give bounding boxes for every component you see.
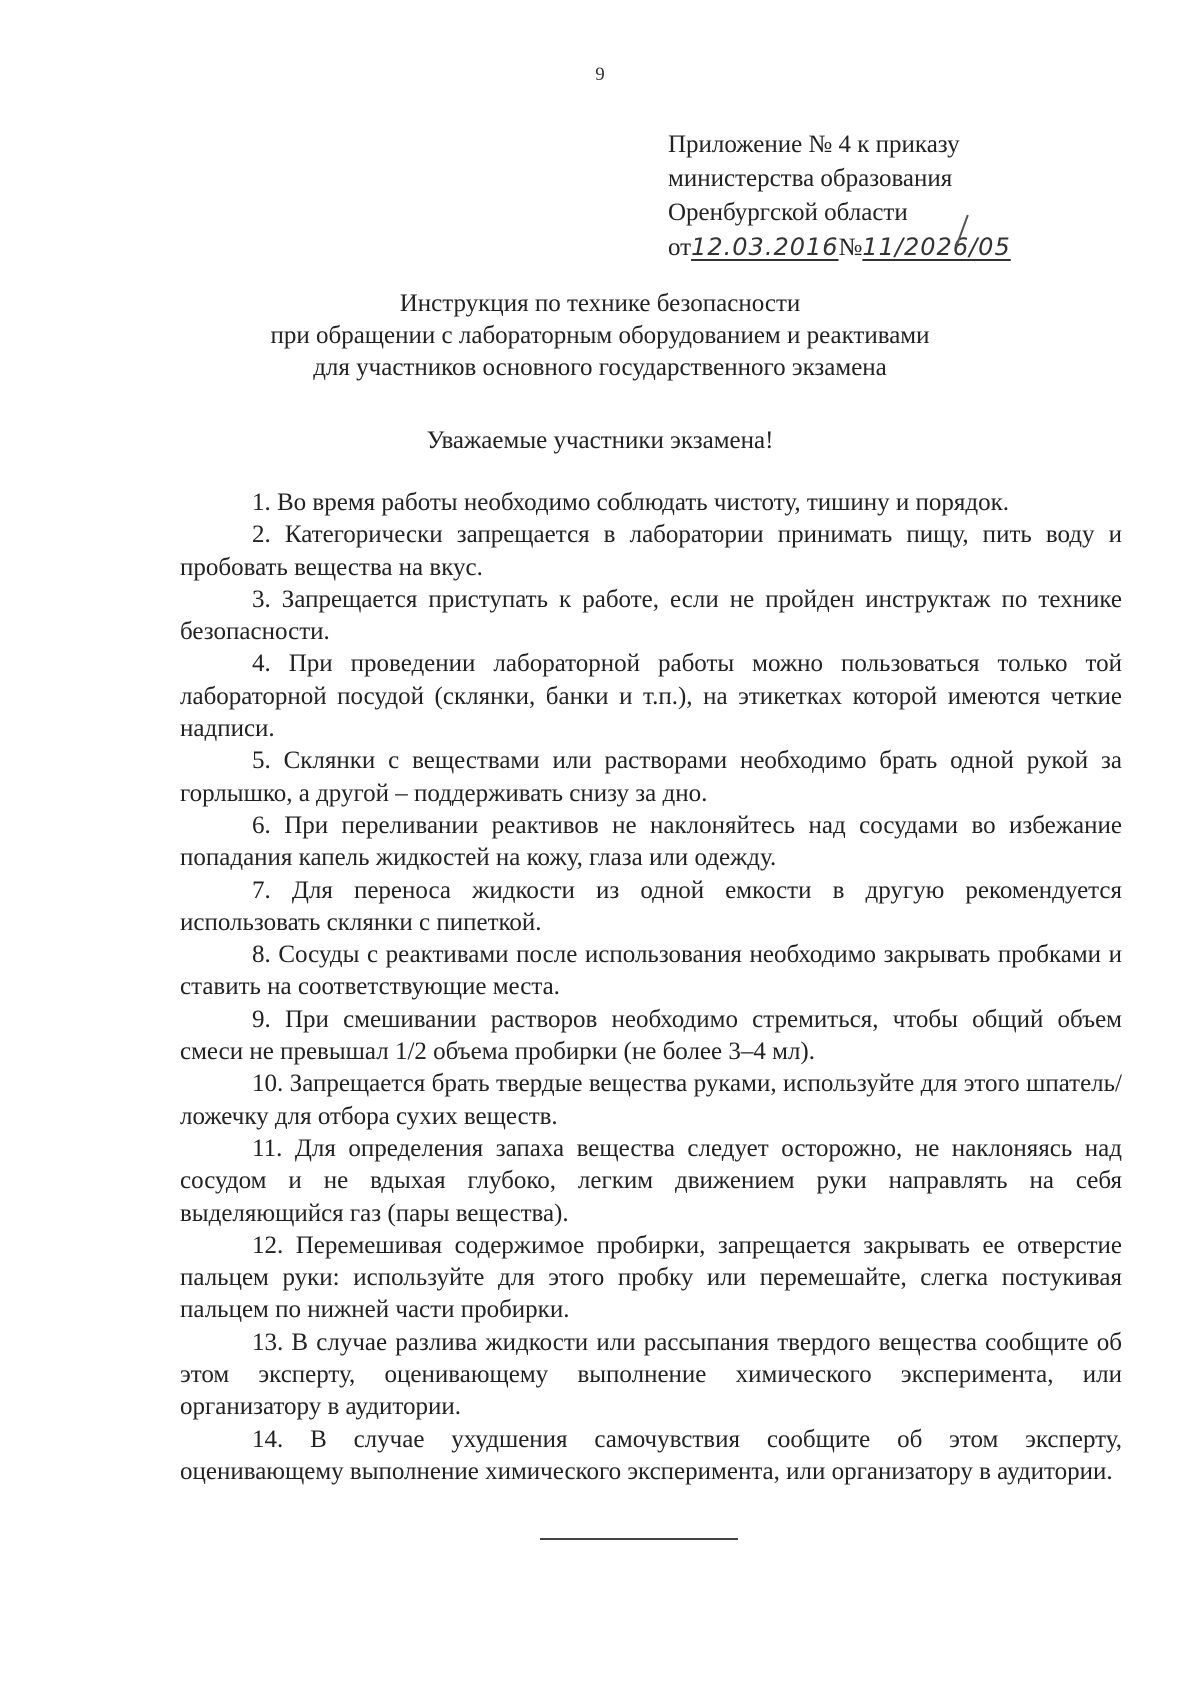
greeting: Уважаемые участники экзамена! (426, 427, 774, 454)
end-divider (540, 1538, 738, 1540)
page-number: 9 (595, 64, 605, 85)
appendix-header (668, 128, 1011, 265)
number-sign: № (838, 234, 863, 261)
list-item: 4. При проведении лабораторной работы можно пользоваться только той лабораторной посудой (склянки, банки и т.п.), на этикетках которой имеются четкие надписи. (180, 650, 1122, 743)
title-line-1: Инструкция по технике безопасности (399, 290, 801, 317)
appendix-line-1: Приложение № 4 к приказу (668, 131, 960, 158)
list-item: 8. Сосуды с реактивами после использования необходимо закрывать пробками и ставить на соответствующие места. (180, 941, 1122, 1001)
handwritten-number: 11/2026/05 (862, 233, 1011, 261)
list-item: 11. Для определения запаха вещества следует осторожно, не наклоняясь над сосудом и не вдыхая глубоко, легким движением руки направлять на себя выделяющийся газ (пары вещества). (180, 1134, 1122, 1227)
title-line-2: при обращении с лабораторным оборудованием и реактивами (270, 322, 930, 349)
list-item: 10. Запрещается брать твердые вещества руками, используйте для этого шпатель/ложечку для отбора сухих веществ. (180, 1070, 1122, 1130)
document-title (0, 288, 1200, 384)
list-item: 1. Во время работы необходимо соблюдать чистоту, тишину и порядок. (252, 489, 1010, 516)
list-item: 6. При переливании реактивов не наклоняйтесь над сосудами во избежание попадания капель жидкостей на кожу, глаза или одежду. (180, 811, 1122, 872)
prefix-ot: от (668, 234, 692, 261)
instruction-list (180, 487, 1122, 1488)
list-item: 7. Для переноса жидкости из одной емкости в другую рекомендуется использовать склянки с пипеткой. (180, 876, 1122, 936)
list-item: 3. Запрещается приступать к работе, если не пройден инструктаж по технике безопасности. (180, 585, 1122, 646)
list-item: 2. Категорически запрещается в лаборатории принимать пищу, пить воду и пробовать вещества на вкус. (180, 521, 1122, 581)
list-item: 14. В случае ухудшения самочувствия сообщите об этом эксперту, оценивающему выполнение химического эксперимента, или организатору в аудитории. (180, 1425, 1122, 1485)
title-line-3: для участников основного государственного экзамена (313, 354, 887, 381)
list-item: 13. В случае разлива жидкости или рассыпания твердого вещества сообщите об этом эксперту, оценивающему выполнение химического эксперимента, или организатору в аудитории. (180, 1328, 1122, 1421)
list-item: 5. Склянки с веществами или растворами необходимо брать одной рукой за горлышко, а другой – поддерживать снизу за дно. (180, 747, 1122, 807)
list-item: 12. Перемешивая содержимое пробирки, запрещается закрывать ее отверстие пальцем руки: используйте для этого пробку или перемешайте, слегка постукивая пальцем по нижней части пробирки. (180, 1231, 1122, 1324)
handwritten-date: 12.03.2016 (691, 233, 839, 261)
appendix-line-3: Оренбургской области (668, 199, 908, 226)
list-item: 9. При смешивании растворов необходимо стремиться, чтобы общий объем смеси не превышал 1/2 объема пробирки (не более 3–4 мл). (180, 1005, 1122, 1066)
appendix-line-2: министерства образования (668, 165, 953, 192)
